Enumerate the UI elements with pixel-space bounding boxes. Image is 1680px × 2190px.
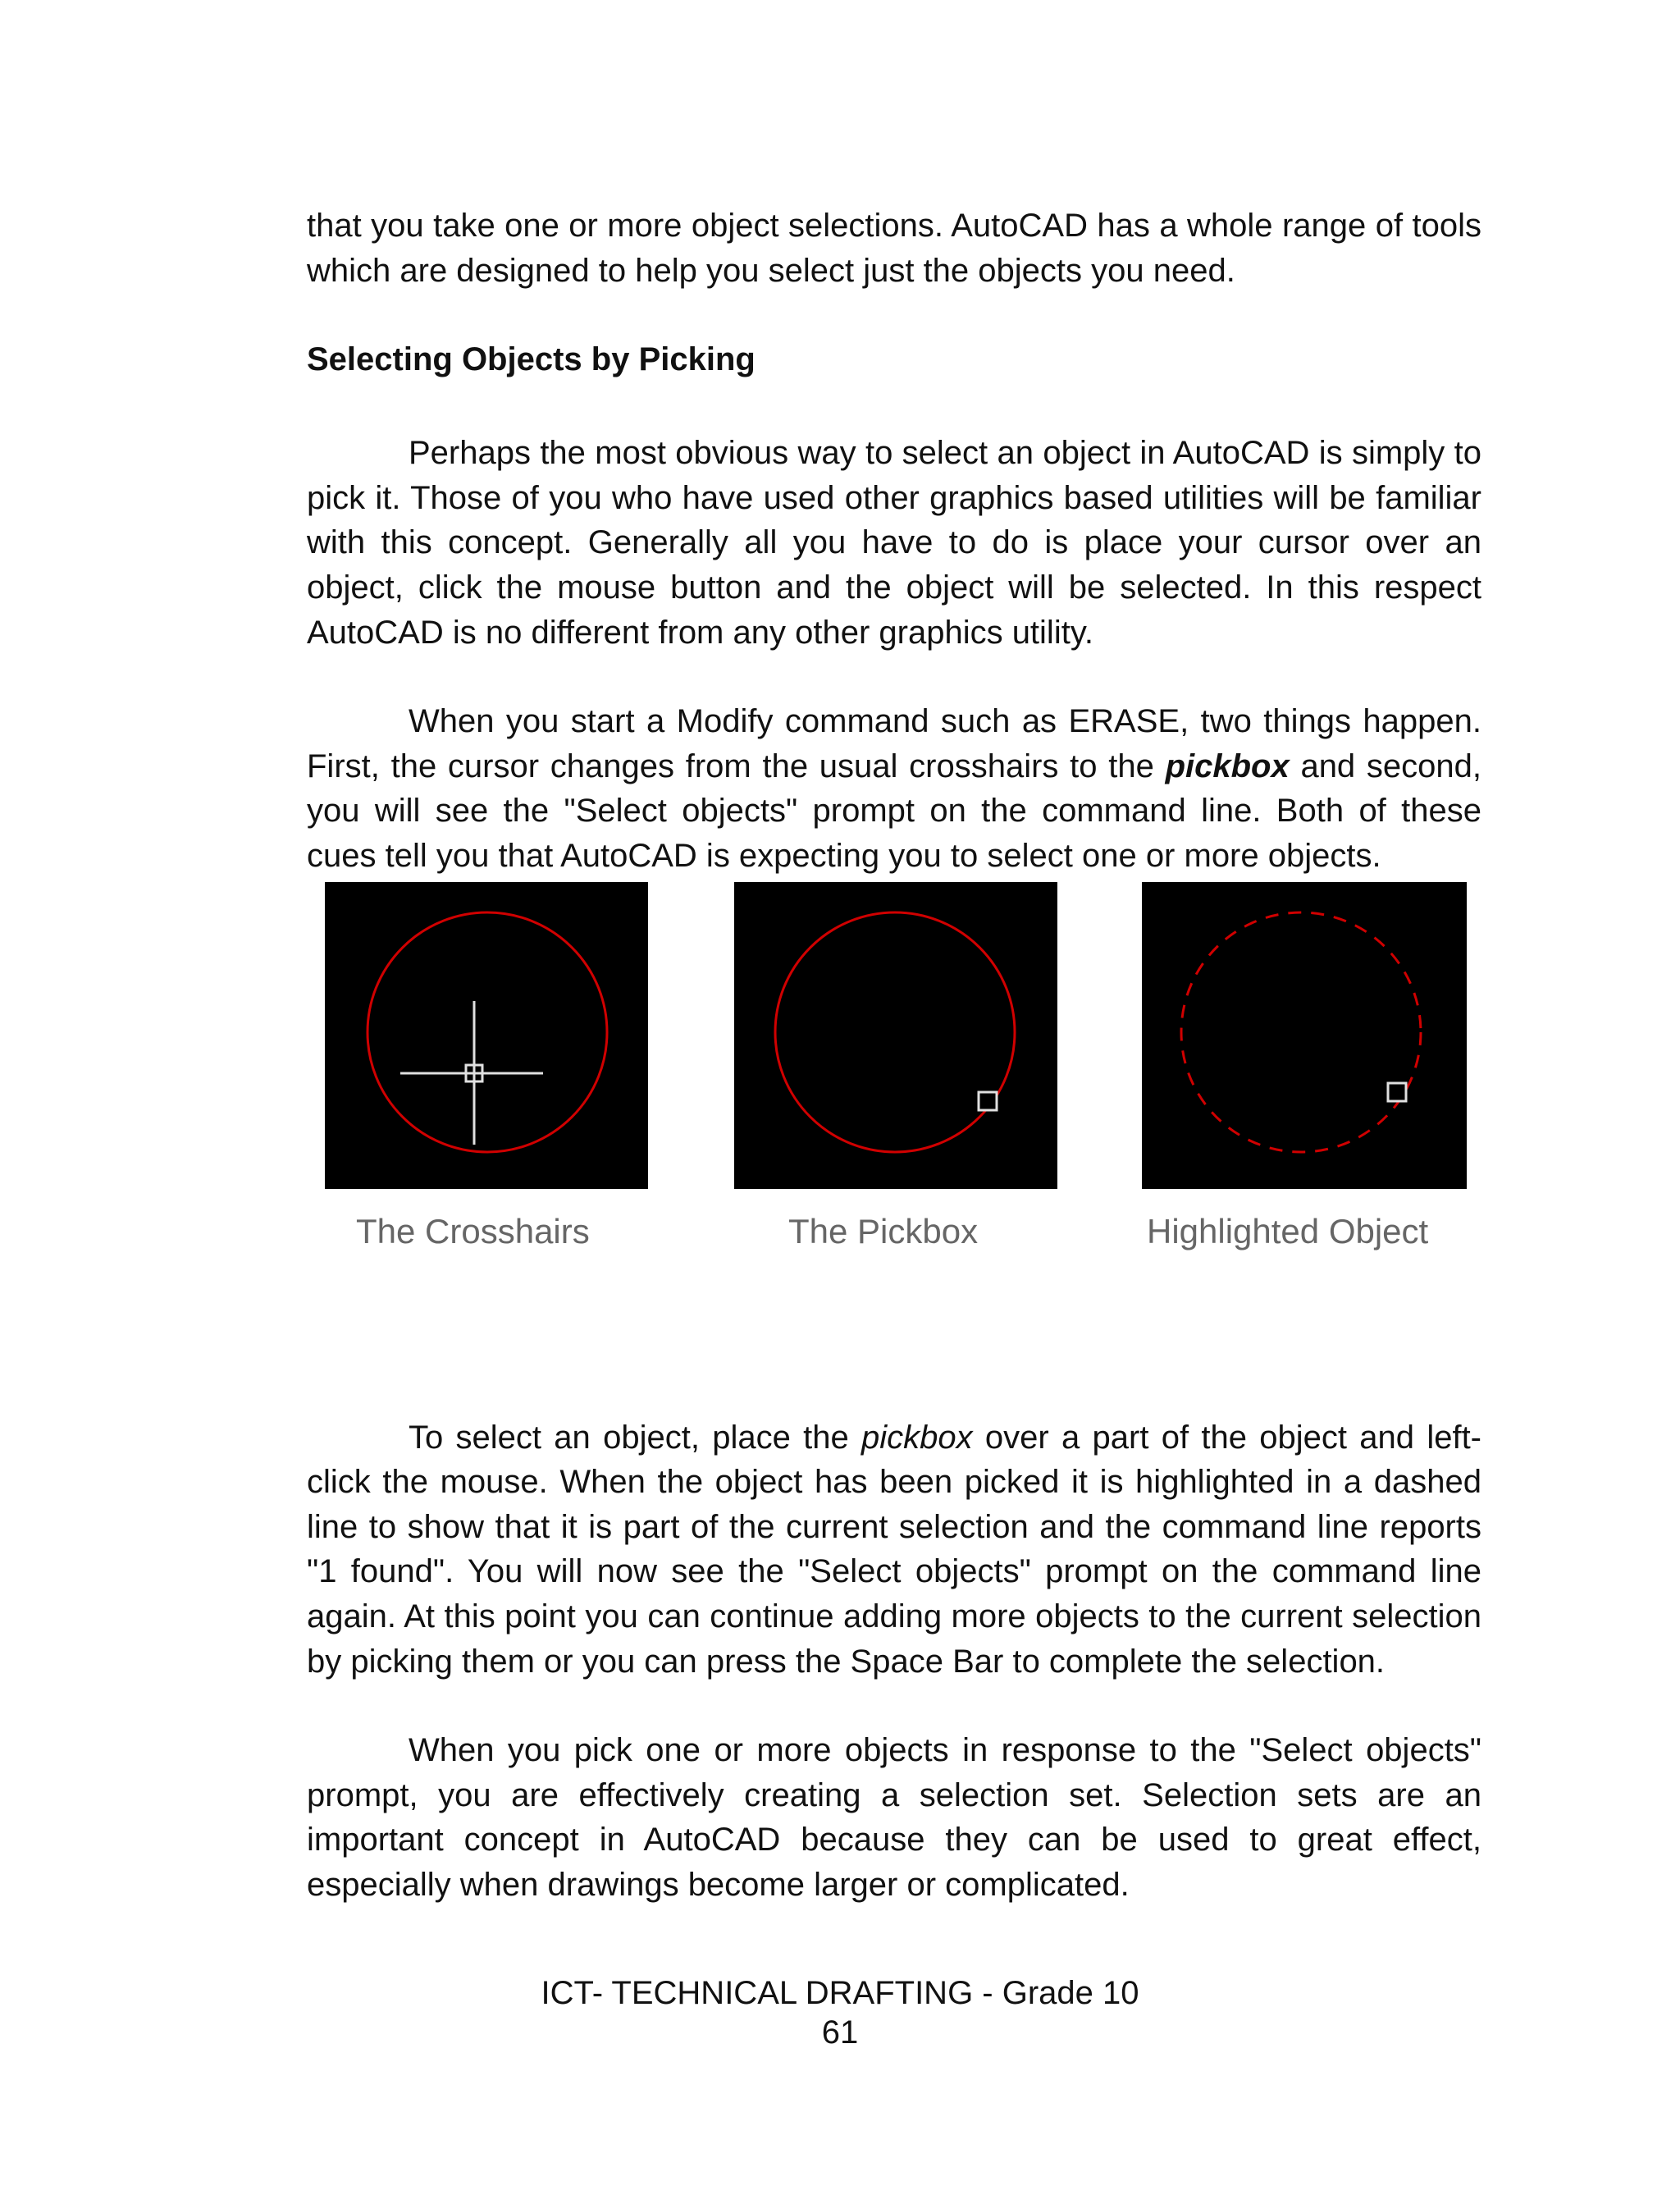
emphasis-pickbox-italic: pickbox — [861, 1419, 973, 1456]
figure-row — [307, 882, 1481, 1358]
dashed-circle-object — [1181, 912, 1421, 1152]
circle-object — [775, 912, 1015, 1152]
paragraph-picking: Perhaps the most obvious way to select an object in AutoCAD is simply to pick it. Those of you who have used other graphics based utilities will be familiar with this concept. Generally all you have to do is place your cursor over an object, click the mouse button and the object will be selected. In this respect AutoCAD is no different from any other graphics utility. — [307, 435, 1481, 651]
figure-pickbox — [734, 882, 1057, 1250]
paragraph-modify-part1: When you start a Modify command such as ERASE, two things happen. First, the cursor changes from the usual crosshairs to the — [307, 703, 1481, 784]
paragraph-select-part1: To select an object, place the — [409, 1419, 862, 1456]
caption-crosshairs: The Crosshairs — [356, 1211, 590, 1250]
caption-highlighted: Highlighted Object — [1147, 1211, 1429, 1250]
section-heading: Selecting Objects by Picking — [307, 341, 756, 378]
paragraph-intro: that you take one or more object selections. AutoCAD has a whole range of tools which are designed to help you select just the objects you need. — [307, 208, 1481, 289]
page-content — [307, 203, 1481, 1951]
paragraph-modify — [307, 699, 1481, 878]
pickbox-icon — [979, 1092, 997, 1110]
emphasis-pickbox: pickbox — [1165, 748, 1290, 784]
crosshairs-image — [325, 882, 648, 1189]
paragraph-selection-set: When you pick one or more objects in response to the "Select objects" prompt, you are effectively creating a selection set. Selection sets are an important concept in AutoCAD because they can be used to great effect, especially when drawings become larger or complicated. — [307, 1732, 1481, 1903]
caption-pickbox: The Pickbox — [788, 1211, 979, 1250]
highlighted-image — [1142, 882, 1467, 1189]
paragraph-select-part2: over a part of the object and left-click the mouse. When the object has been picked it is highlighted in a dashed line to show that it is part of the current selection and the command line reports "1 found". You will now see the "Select objects" prompt on the command line again. At this point you can continue adding more objects to the current selection by picking them or you can press the Space Bar to complete the selection. — [307, 1419, 1482, 1680]
pickbox-image — [734, 882, 1057, 1189]
figure-highlighted — [1142, 882, 1467, 1250]
paragraph-modify-part2: and second, you will see the "Select objects" prompt on the command line. Both of these cues tell you that AutoCAD is expecting you to select one or more objects. — [307, 748, 1482, 874]
pickbox-icon — [1388, 1083, 1406, 1101]
page-footer — [0, 1973, 1680, 2052]
footer-page-number: 61 — [821, 2014, 859, 2051]
circle-object — [368, 912, 607, 1152]
figure-crosshairs — [325, 882, 648, 1250]
footer-course: ICT- TECHNICAL DRAFTING - Grade 10 — [541, 1975, 1139, 2011]
paragraph-select — [307, 1415, 1481, 1685]
